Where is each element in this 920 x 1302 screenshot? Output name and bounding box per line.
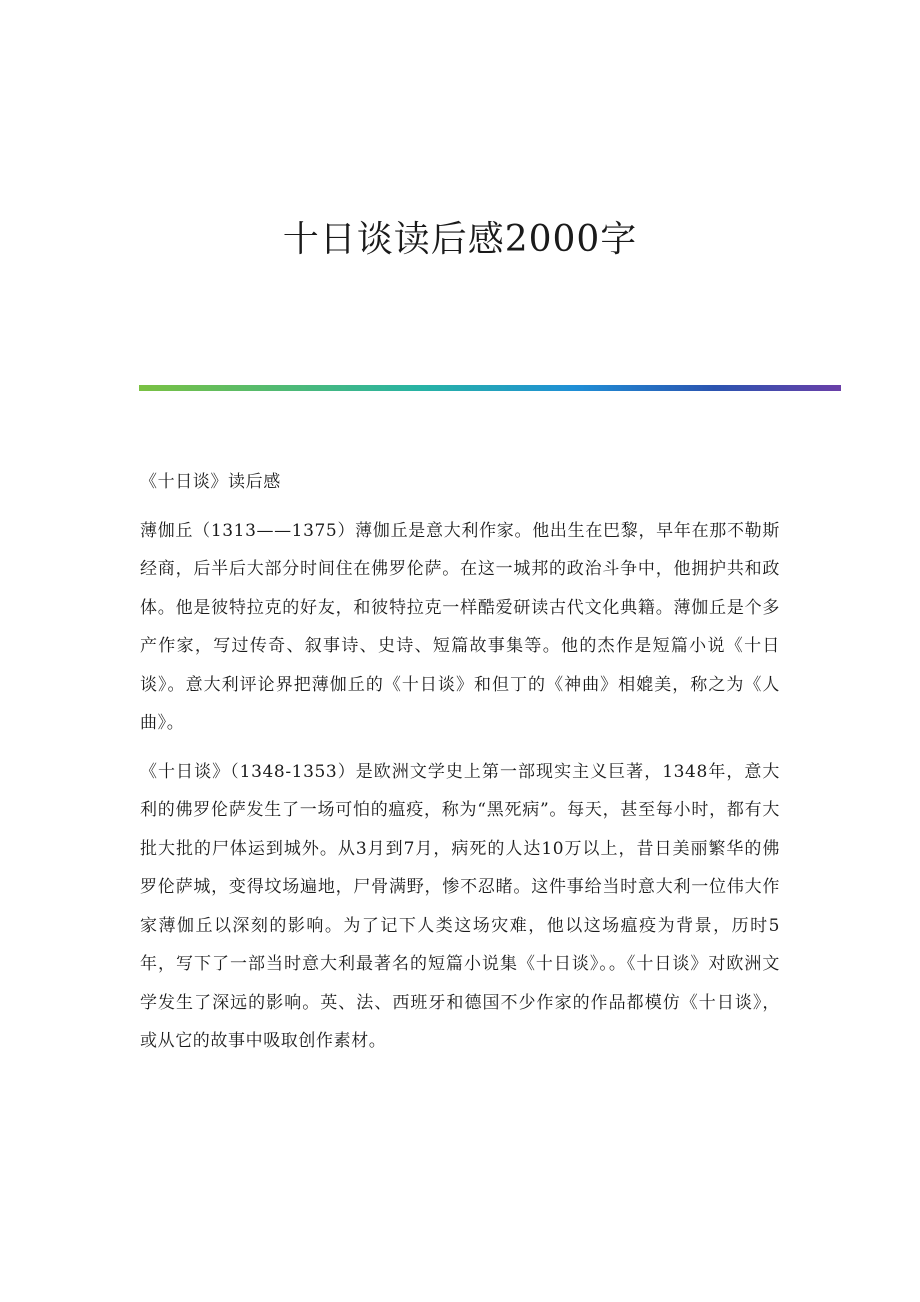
title-divider [139,385,841,391]
section-heading: 《十日谈》读后感 [140,472,281,492]
page-title: 十日谈读后感2000字 [282,219,638,260]
paragraph-author-intro: 薄伽丘（1313——1375）薄伽丘是意大利作家。他出生在巴黎，早年在那不勒斯经商，后半后大部分时间住在佛罗伦萨。在这一城邦的政治斗争中，他拥护共和政体。他是彼特拉克的好友，和彼特拉克一样酷爱研读古代文化典籍。薄伽丘是个多产作家，写过传奇、叙事诗、史诗、短篇故事集等。他的杰作是短篇小说《十日谈》。意大利评论界把薄伽丘的《十日谈》和但丁的《神曲》相媲美，称之为《人曲》。 [140,520,780,733]
document-body [140,463,780,1071]
paragraph-decameron-background: 《十日谈》（1348-1353）是欧洲文学史上第一部现实主义巨著，1348年，意大利的佛罗伦萨发生了一场可怕的瘟疫，称为“黑死病”。每天，甚至每小时，都有大批大批的尸体运到城外。从3月到7月，病死的人达10万以上，昔日美丽繁华的佛罗伦萨城，变得坟场遍地，尸骨满野，惨不忍睹。这件事给当时意大利一位伟大作家薄伽丘以深刻的影响。为了记下人类这场灾难，他以这场瘟疫为背景，历时5年，写下了一部当时意大利最著名的短篇小说集《十日谈》。。《十日谈》对欧洲文学发生了深远的影响。英、法、西班牙和德国不少作家的作品都模仿《十日谈》，或从它的故事中吸取创作素材。 [140,761,780,1051]
